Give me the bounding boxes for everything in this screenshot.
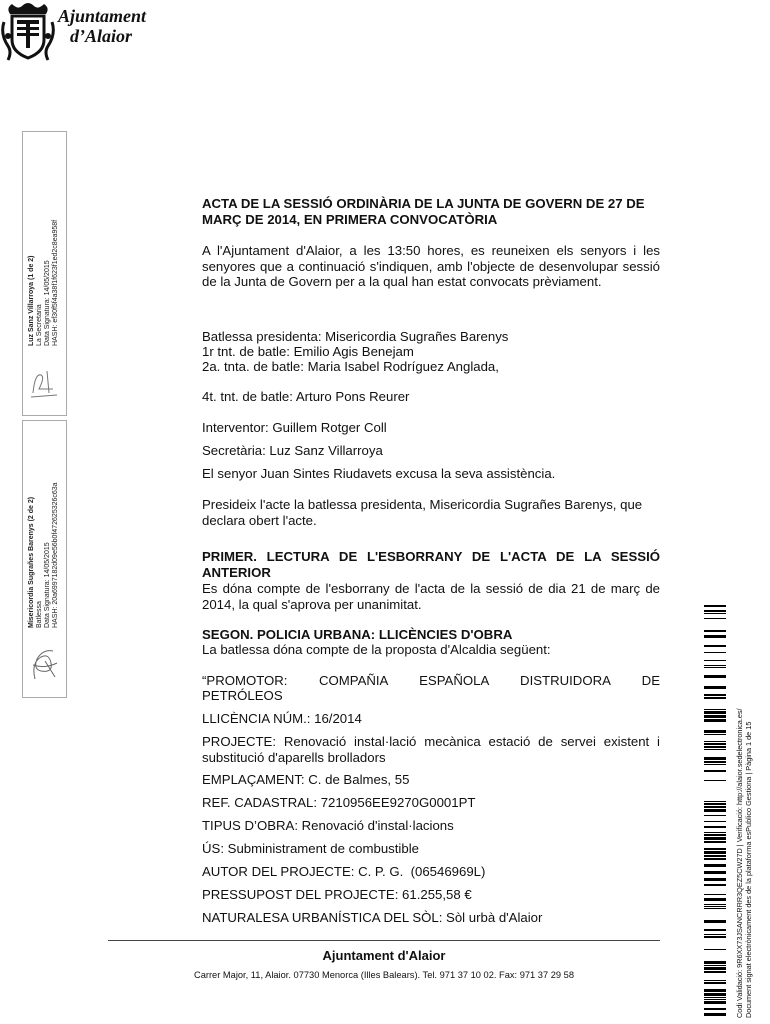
attendee-auditor: Interventor: Guillem Rotger Coll [202,420,387,435]
barcode-bar [704,826,726,828]
barcode-bar [704,764,726,765]
attendee-second-deputy: 2a. tnta. de batle: Maria Isabel Rodríguez Anglada, [202,359,499,374]
absence-note: El senyor Juan Sintes Riudavets excusa la seva assistència. [202,466,556,481]
barcode-bar [704,757,726,760]
barcode-bar [704,908,726,909]
barcode-bar [704,961,726,964]
barcode-bar [704,665,726,666]
barcode-bar [704,837,726,840]
barcode-bar [704,761,726,763]
attendee-first-deputy: 1r tnt. de batle: Emilio Agis Benejam [202,344,414,359]
logo-line-1: Ajuntament [58,6,147,26]
barcode-bar [704,618,726,619]
signature-hash: HASH: ef30f5f4a38f1f623f1ed2c8ea958f [52,219,59,346]
section-2-title: SEGON. POLICIA URBANA: LLICÈNCIES D'OBRA [202,627,513,642]
barcode-bar [704,841,726,843]
validation-text [735,708,753,1018]
validation-code-line: Codi Validació: 9R6XX73JSANCRRR3QEZ5CW27D | Verificació: http://alaior.sedelectronica.es/ [735,708,744,1018]
signer-name: Luz Sanz Villarroya (1 de 2) [28,255,35,346]
signer-role: La Secretaria [36,304,43,346]
barcode-bar [704,803,726,805]
barcode-bar [704,929,726,931]
barcode-bar [704,949,726,950]
promotor-line-1: “PROMOTOR: COMPAÑIA ESPAÑOLA DISTRUIDORA DE [202,673,660,688]
barcode-bar [704,613,726,614]
field-location: EMPLAÇAMENT: C. de Balmes, 55 [202,772,410,787]
attendee-president: Batlessa presidenta: Misericordia Sugrañes Barenys [202,329,509,344]
barcode-bar [704,871,726,874]
barcode-bar [704,884,726,886]
barcode-bar [704,660,726,661]
barcode-bar [704,749,726,750]
barcode-bar [704,610,726,612]
barcode-bar [704,906,726,907]
attendee-fourth-deputy: 4t. tnt. de batle: Arturo Pons Reurer [202,389,410,404]
barcode-bar [704,801,726,802]
barcode-bar [704,780,726,781]
field-project: PROJECTE: Renovació instal·lació mecànica estació de servei existent i substitució d'aparells brolladors [202,734,660,765]
footer-address: Carrer Major, 11, Alaior. 07730 Menorca (Illes Balears). Tel. 971 37 10 02. Fax: 971 37 29 58 [193,970,574,980]
barcode-bar [704,851,726,854]
barcode-bar [704,709,726,710]
signature-info-secretary [28,220,60,346]
field-budget: PRESSUPOST DEL PROJECTE: 61.255,58 € [202,887,472,902]
barcode-bar [704,858,726,860]
barcode-bar [704,878,726,881]
signer-name: Misericordia Sugrañes Barenys (2 de 2) [28,496,35,628]
barcode-bar [704,770,726,772]
section-2-body: La batlessa dóna compte de la proposta d'Alcaldia següent: [202,642,551,657]
barcode-bar [704,635,726,638]
barcode-bar [704,848,726,850]
section-1-title: PRIMER. LECTURA DE L'ESBORRANY DE L'ACTA DE LA SESSIÓ ANTERIOR [202,549,660,580]
signature-info-mayor [28,482,60,628]
barcode-bar [704,989,726,992]
validation-barcode [704,605,726,1017]
barcode-bar [704,686,726,689]
barcode-bar [704,711,726,714]
barcode-bar [704,605,726,607]
barcode-bar [704,694,726,696]
signature-date: Data Signatura: 14/05/2015 [44,542,51,628]
validation-platform-line: Document signat electrònicament des de la plataforma esPublico Gestiona | Pàgina 1 de 15 [744,721,753,1018]
document-title: ACTA DE LA SESSIÓ ORDINÀRIA DE LA JUNTA DE GOVERN DE 27 DE MARÇ DE 2014, EN PRIMERA CONVOCATÒRIA [202,196,645,227]
barcode-bar [704,855,726,857]
logo-line-2: d’Alaior [70,26,133,46]
barcode-bar [704,898,726,901]
barcode-bar [704,936,726,938]
barcode-bar [704,997,726,998]
barcode-bar [704,993,726,996]
barcode-bar [704,741,726,742]
barcode-bar [704,894,726,895]
barcode-bar [704,734,726,735]
barcode-bar [704,1001,726,1004]
signature-hash: HASH: 20a6997182d09e56b0f472625326c63a [52,482,59,628]
barcode-bar [704,967,726,970]
barcode-bar [704,715,726,718]
field-urban-nature: NATURALESA URBANÍSTICA DEL SÒL: Sòl urbà d'Alaior [202,910,543,925]
barcode-bar [704,719,726,722]
promotor-line-2: PETRÓLEOS [202,688,283,703]
barcode-bar [704,667,726,668]
barcode-bar [704,864,726,867]
field-license-number: LLICÈNCIA NÚM.: 16/2014 [202,711,362,726]
intro-paragraph: A l'Ajuntament d'Alaior, a les 13:50 hores, es reuneixen els senyors i les senyores que a continuació s'indiquen, amb l'objecte de desenvolupar sessió de la Junta de Govern per a la qual han estat convocats prèviament. [202,243,660,289]
barcode-bar [704,980,726,981]
barcode-bar [704,645,726,647]
barcode-bar [704,934,726,935]
barcode-bar [704,1008,726,1010]
barcode-bar [704,743,726,745]
handwritten-signature-icon [27,641,61,685]
signature-date: Data Signatura: 14/05/2015 [44,260,51,346]
barcode-bar [704,630,726,632]
field-use: ÚS: Subministrament de combustible [202,841,419,856]
signer-role: Batlessa [36,601,43,628]
handwritten-signature-icon [27,363,61,403]
field-cadastral-ref: REF. CADASTRAL: 7210956EE9270G0001PT [202,795,476,810]
barcode-bar [704,904,726,905]
barcode-bar [704,806,726,808]
barcode-bar [704,746,726,748]
barcode-bar [704,821,726,822]
barcode-bar [704,965,726,966]
barcode-bar [704,982,726,984]
barcode-bar [704,809,726,812]
coat-of-arms-icon [0,0,56,64]
logo-wordmark [58,6,146,46]
field-project-author: AUTOR DEL PROJECTE: C. P. G. (06546969L) [202,864,486,879]
footer-title: Ajuntament d'Alaior [322,948,446,963]
barcode-bar [704,920,726,923]
section-1-body: Es dóna compte de l'esborrany de l'acta de la sessió de dia 21 de març de 2014, la qual s'aprova per unanimitat. [202,581,660,612]
footer-divider [108,940,660,941]
municipal-logo [0,0,170,70]
field-work-type: TIPUS D’OBRA: Renovació d'instal·lacions [202,818,454,833]
attendee-secretary: Secretària: Luz Sanz Villarroya [202,443,383,458]
barcode-bar [704,971,726,973]
barcode-bar [704,834,726,836]
barcode-bar [704,697,726,699]
barcode-bar [704,1013,726,1016]
barcode-bar [704,652,726,653]
barcode-bar [704,675,726,678]
barcode-bar [704,832,726,833]
barcode-bar [704,730,726,733]
opening-paragraph: Presideix l'acte la batlessa presidenta, Misericordia Sugrañes Barenys, que declara obert l'acte. [202,497,643,528]
barcode-bar [704,815,726,816]
barcode-bar [704,999,726,1000]
